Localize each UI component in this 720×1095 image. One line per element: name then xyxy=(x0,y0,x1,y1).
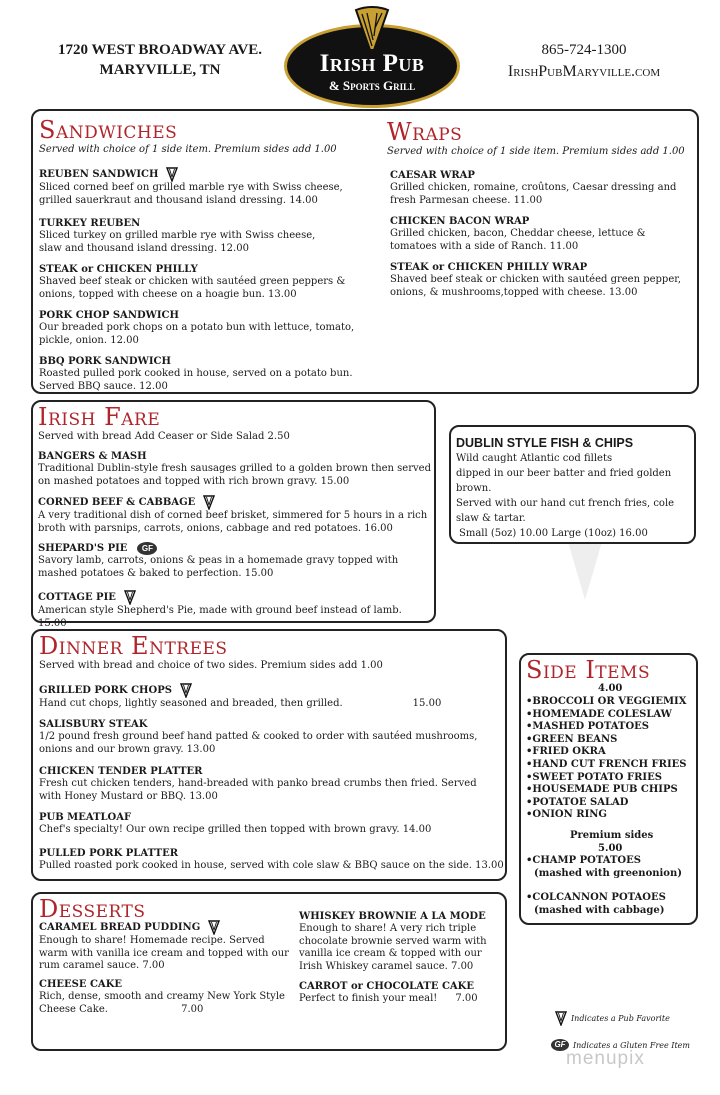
side-items-box xyxy=(519,653,698,925)
list-item: •ONION RING xyxy=(526,809,607,821)
menu-item-desc: Shaved beef steak or chicken with sautéed green pepper, onions, & mushrooms,topped with cheese. 13.00 xyxy=(390,274,682,298)
menu-item-desc: Enough to share! Homemade recipe. Served warm with vanilla ice cream and topped with our rum caramel sauce. 7.00 xyxy=(39,935,289,971)
dinner-title: Dinner Entrees xyxy=(39,632,228,660)
menu-item-name: WHISKEY BROWNIE A LA MODE xyxy=(299,911,486,922)
list-item: •MASHED POTATOES xyxy=(526,721,649,733)
menu-item-desc: Enough to share! A very rich triple chocolate brownie served warm with vanilla ice cream & topped with our Irish Whiskey caramel sauce. 7.00 xyxy=(299,923,487,972)
sandwiches-wraps-box xyxy=(31,109,699,394)
menu-item-desc: Grilled chicken, bacon, Cheddar cheese, lettuce & tomatoes with a side of Ranch. 11.00 xyxy=(390,228,646,252)
menu-item-name: CARAMEL BREAD PUDDING xyxy=(39,920,293,935)
menu-item-desc: Perfect to finish your meal! 7.00 xyxy=(299,993,478,1004)
menu-item-price: 15.00 xyxy=(412,698,442,709)
pub-favorite-icon xyxy=(555,1011,567,1026)
menu-item-name: GRILLED PORK CHOPS xyxy=(39,683,499,698)
list-item: •HAND CUT FRENCH FRIES xyxy=(526,758,687,770)
menu-item-desc: Roasted pulled pork cooked in house, served on a potato bun. Served BBQ sauce. 12.00 xyxy=(39,368,353,392)
menu-item-name: PUB MEATLOAF xyxy=(39,812,132,823)
menu-item-name: CHICKEN BACON WRAP xyxy=(390,216,530,227)
irish-fare-box xyxy=(31,400,436,629)
menu-item-name: PULLED PORK PLATTER xyxy=(39,848,179,859)
menu-item-price: 7.00 xyxy=(455,993,478,1004)
premium-sides-price: 5.00 xyxy=(598,842,623,854)
legend-gluten-free: GF Indicates a Gluten Free Item xyxy=(551,1039,690,1051)
menu-item-desc: Rich, dense, smooth and creamy New York Style Cheese Cake. 7.00 xyxy=(39,991,285,1015)
irish-fare-subtitle: Served with bread Add Ceaser or Side Salad 2.50 xyxy=(38,431,290,442)
pub-favorite-icon xyxy=(124,590,136,605)
menu-item-desc: Sliced turkey on grilled marble rye with Swiss cheese, slaw and thousand island dressing. 12.00 xyxy=(39,230,316,254)
pub-favorite-icon xyxy=(208,920,220,935)
dublin-fish-chips-box xyxy=(449,425,696,544)
menu-item-name: CAESAR WRAP xyxy=(390,170,475,181)
irish-fare-title: Irish Fare xyxy=(38,403,161,431)
website-link[interactable]: IrishPubMaryville.com xyxy=(507,63,661,80)
menu-item-price: 7.00 xyxy=(181,1003,204,1015)
legend-favorite: Indicates a Pub Favorite xyxy=(555,1011,670,1026)
logo-subtitle: & Sports Grill xyxy=(328,78,416,93)
logo xyxy=(284,6,460,108)
menu-item-name: REUBEN SANDWICH xyxy=(39,167,369,182)
menu-item-name: CARROT or CHOCOLATE CAKE xyxy=(299,981,474,992)
menu-item-desc: Shaved beef steak or chicken with sautéed green peppers & onions, topped with cheese on a hoagie bun. 13.00 xyxy=(39,276,346,300)
menu-item-name: BBQ PORK SANDWICH xyxy=(39,356,171,367)
menu-item-desc: Pulled roasted pork cooked in house, served with cole slaw & BBQ sauce on the side. 13.00 xyxy=(39,860,504,871)
list-item: •SWEET POTATO FRIES xyxy=(526,771,662,783)
menu-item-desc: Grilled chicken, romaine, croûtons, Caesar dressing and fresh Parmesan cheese. 11.00 xyxy=(390,182,677,206)
list-item: •POTATOE SALAD xyxy=(526,796,629,808)
menu-item-desc: Chef's specialty! Our own recipe grilled then topped with brown gravy. 14.00 xyxy=(39,824,432,835)
menu-item-name: SHEPARD'S PIE GF xyxy=(38,542,433,555)
address-line-1: 1720 WEST BROADWAY AVE. xyxy=(58,42,262,58)
pub-favorite-icon xyxy=(203,495,215,510)
list-item: •HOMEMADE COLESLAW xyxy=(526,708,672,720)
contact xyxy=(478,40,690,82)
menu-item-desc: Fresh cut chicken tenders, hand-breaded with panko bread crumbs then fried. Served with Honey Mustard or BBQ. 13.00 xyxy=(39,778,477,802)
list-item: •BROCCOLI OR VEGGIEMIX xyxy=(526,696,687,707)
menu-item-name: BANGERS & MASH xyxy=(38,451,147,462)
list-item-note: (mashed with greenonion) xyxy=(534,867,682,879)
side-items-list xyxy=(526,696,698,822)
menu-item-name: PORK CHOP SANDWICH xyxy=(39,310,179,321)
menu-item-name: COTTAGE PIE xyxy=(38,590,433,605)
list-item: •GREEN BEANS xyxy=(526,733,618,745)
menu-item-name: SALISBURY STEAK xyxy=(39,719,148,730)
dublin-desc-line-1: Wild caught Atlantic cod fillets xyxy=(456,453,613,464)
menu-item-desc: American style Shepherd's Pie, made with ground beef instead of lamb. 15.00 xyxy=(38,605,402,629)
menu-item-name: CORNED BEEF & CABBAGE xyxy=(38,495,433,510)
pub-favorite-icon xyxy=(166,167,178,182)
address xyxy=(50,40,270,80)
menu-item-desc: Traditional Dublin-style fresh sausages grilled to a golden brown then served on mashed potatoes and topped with rich brown gravy. 15.00 xyxy=(38,463,431,487)
dublin-desc-line-2: dipped in our beer batter and fried golden brown. xyxy=(456,468,672,494)
menu-item-desc: 1/2 pound fresh ground beef hand patted & cooked to order with sautéed mushrooms, onions and our brown gravy. 13.00 xyxy=(39,731,478,755)
wraps-subtitle: Served with choice of 1 side item. Premium sides add 1.00 xyxy=(387,146,685,157)
logo-title: Irish Pub xyxy=(319,50,425,77)
menu-item-name: CHICKEN TENDER PLATTER xyxy=(39,766,203,777)
gluten-free-icon: GF xyxy=(137,542,157,555)
desserts-box xyxy=(31,892,507,1051)
dinner-entrees-box xyxy=(31,629,507,881)
sandwiches-subtitle: Served with choice of 1 side item. Premium sides add 1.00 xyxy=(39,144,337,155)
menu-item-name: STEAK or CHICKEN PHILLY WRAP xyxy=(390,262,588,273)
phone-number[interactable]: 865-724-1300 xyxy=(541,42,627,58)
address-line-2: MARYVILLE, TN xyxy=(99,62,221,78)
premium-sides xyxy=(526,830,698,918)
gluten-free-icon: GF xyxy=(551,1039,569,1051)
menu-item-desc: Savory lamb, carrots, onions & peas in a homemade gravy topped with mashed potatoes & baked to perfection. 15.00 xyxy=(38,555,399,579)
desserts-title: Desserts xyxy=(39,895,146,923)
pub-favorite-icon xyxy=(180,683,192,698)
list-item: •HOUSEMADE PUB CHIPS xyxy=(526,784,678,796)
dublin-desc-line-3: Served with our hand cut french fries, cole slaw & tartar. xyxy=(456,498,675,524)
list-item-note: (mashed with cabbage) xyxy=(534,904,665,916)
wraps-title: Wraps xyxy=(387,118,463,146)
dublin-prices: Small (5oz) 10.00 Large (10oz) 16.00 xyxy=(459,528,648,539)
dublin-title: DUBLIN STYLE FISH & CHIPS xyxy=(456,436,634,450)
premium-sides-title: Premium sides xyxy=(570,830,654,841)
dinner-subtitle: Served with bread and choice of two sides. Premium sides add 1.00 xyxy=(39,660,383,671)
sandwiches-title: Sandwiches xyxy=(39,116,178,144)
menu-item-desc: Sliced corned beef on grilled marble rye with Swiss cheese, grilled sauerkraut and thousand island dressing. 14.00 xyxy=(39,182,343,206)
harp-logo-icon xyxy=(352,6,392,52)
menu-item-name: STEAK or CHICKEN PHILLY xyxy=(39,264,198,275)
menu-item-desc: Hand cut chops, lightly seasoned and breaded, then grilled. 15.00 xyxy=(39,698,442,709)
side-items-price: 4.00 xyxy=(598,683,623,694)
menu-item-name: TURKEY REUBEN xyxy=(39,218,141,229)
menu-item-name: CHEESE CAKE xyxy=(39,979,123,990)
menu-item-desc: A very traditional dish of corned beef brisket, simmered for 5 hours in a rich broth with parsnips, carrots, onions, cabbage and red potatoes. 16.00 xyxy=(38,510,428,534)
side-items-title: Side Items xyxy=(526,656,651,684)
list-item: •COLCANNON POTAOES xyxy=(526,892,666,904)
menupix-watermark: menupix xyxy=(566,1048,645,1069)
list-item: •CHAMP POTATOES xyxy=(526,855,641,867)
list-item: •FRIED OKRA xyxy=(526,746,606,758)
menu-item-desc: Our breaded pork chops on a potato bun with lettuce, tomato, pickle, onion. 12.00 xyxy=(39,322,355,346)
